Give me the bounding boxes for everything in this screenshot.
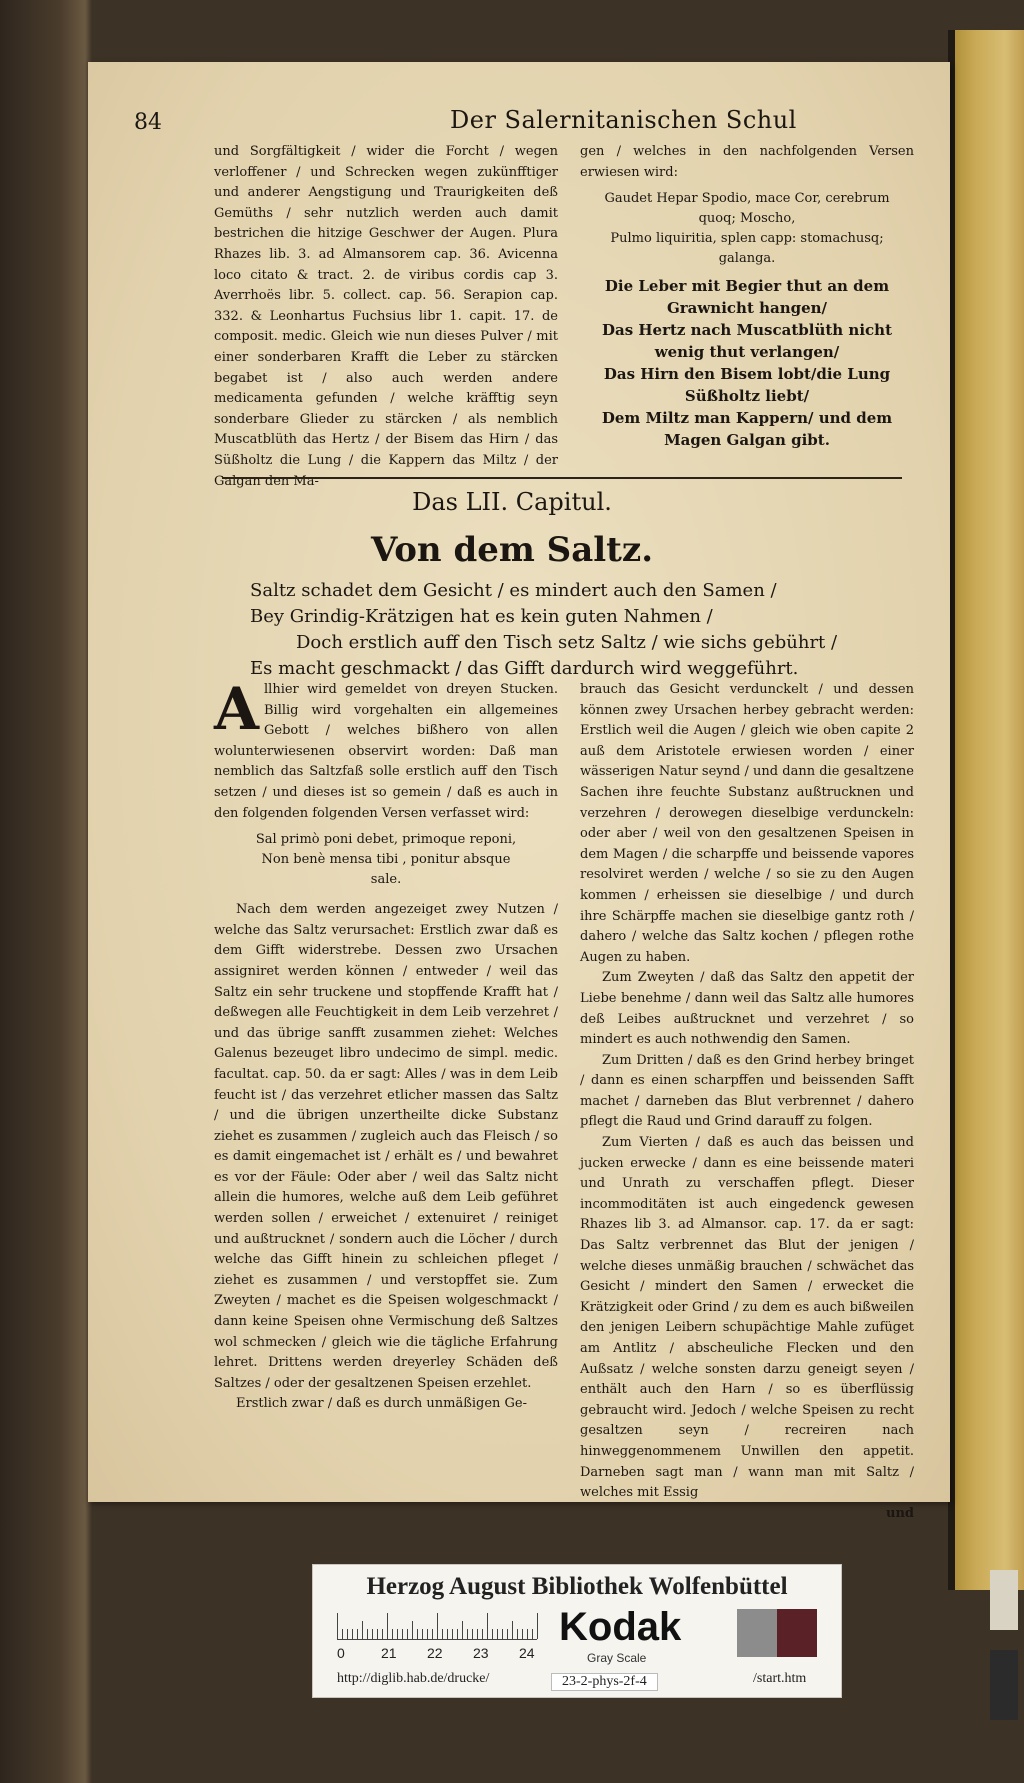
motto-line: Saltz schadet dem Gesicht / es mindert auch den Samen /: [250, 580, 777, 601]
ruler-tick: [337, 1613, 338, 1639]
german-verse-line: wenig thut verlangen/: [654, 343, 840, 362]
latin-verse-line: Non benè mensa tibi , ponitur absque: [261, 852, 511, 868]
paragraph: Zum Vierten / daß es auch das beissen und jucken erwecke / dann es eine beissende materi und Unrath zu verschaffen pflegt. Dieser incommoditäten ist auch eingedenck gewesen Rhazes lib 3. ad Almansor. cap. 17. da er sagt: Das Saltz verbrennet das Blut der jenigen / welche dieses unmäßig brauchen / schwächet das Gesicht / mindert den Samen / erwecket die Krätzigkeit oder Grind / zu dem es auch bißweilen den jenigen Leibern schupächtige Mahle zufüget am Antlitz / abscheuliche Flecken und den Außsatz / welche sonsten darzu geneigt seyen / enthält auch den Harn / so es überflüssig gebraucht wird. Jedoch / welche Speisen zu recht gesaltzen seyn / recreiren nach hinweggenommenem Unwillen den appetit. Darneben sagt man / wann man mit Saltz / welches mit Essig: [580, 1135, 914, 1501]
ruler-tick: [507, 1629, 508, 1639]
ruler-tick: [512, 1621, 513, 1639]
ruler-tick: [442, 1629, 443, 1639]
ruler-tick: [462, 1621, 463, 1639]
page-number: 84: [134, 110, 162, 135]
ruler-tick: [392, 1629, 393, 1639]
ruler-tick: [467, 1629, 468, 1639]
gray-scale-label: Gray Scale: [587, 1651, 647, 1665]
ruler-tick: [497, 1629, 498, 1639]
url-suffix: /start.htm: [753, 1671, 807, 1686]
ruler-tick: [397, 1629, 398, 1639]
german-verse-line: Das Hertz nach Muscatblüth nicht: [601, 321, 893, 340]
ruler-tick: [387, 1613, 388, 1639]
ruler-tick: [407, 1629, 408, 1639]
scale-number: 0: [337, 1645, 345, 1661]
scale-number: 22: [427, 1645, 443, 1661]
gray-patch: [737, 1609, 777, 1657]
motto-line: Doch erstlich auff den Tisch setz Saltz / wie sichs gebührt /: [296, 632, 838, 653]
section-rule: [222, 477, 902, 479]
latin-verse-line: sale.: [370, 872, 402, 888]
top-right-column: [580, 142, 914, 457]
ruler-tick: [502, 1629, 503, 1639]
url-prefix: http://diglib.hab.de/drucke/: [337, 1671, 490, 1686]
paragraph: Nach dem werden angezeiget zwey Nutzen / welche das Saltz verursachet: Erstlich zwar daß es dem Gifft widerstrebe. Dessen zwo Ursachen assigniret werden können / entweder / weil das Saltz ein sehr truckene und stopffende Krafft hat / deßwegen alle Feuchtigkeit in dem Leib verzehret / und das übrige sanfft zusammen ziehet: Welches Galenus bezeuget libro undecimo de simpl. medic. facultat. cap. 50. da er sagt: Alles / was in dem Leib feucht ist / das verzehret etlicher massen das Saltz / und die übrigen unzertheilte dicke Substanz ziehet es zusammen / zugleich auch das Fleisch / so es damit eingemachet ist / erhält es / und bewahret es vor der Fäule: Oder aber / weil das Saltz nicht allein die humores, welche auß dem Leib geführet werden sollen / erweichet / extenuiret / reiniget und außtrucknet / sondern auch die Löcher / durch welche das Gifft hinein zu schleichen pfleget / ziehet es zusammen / und verstopffet sie. Zum Zweyten / machet es die Speisen wolgeschmackt / dann keine Speisen ohne Vermischung deß Saltzes wol schmecken / gleich wie die tägliche Erfahrung lehret. Drittens werden dreyerley Schäden deß Saltzes / oder der gesaltzenen Speisen erzehlet.: [214, 902, 558, 1391]
ruler-tick: [492, 1629, 493, 1639]
ruler-tick: [527, 1629, 528, 1639]
ruler-tick: [487, 1613, 488, 1639]
scale-ruler: [337, 1611, 537, 1640]
latin-verse-line: Gaudet Hepar Spodio, mace Cor, cerebrum quoq; Moscho,: [604, 191, 890, 227]
scale-number: 24: [519, 1645, 535, 1661]
german-verse-line: Dem Miltz man Kappern/ und dem: [601, 409, 893, 428]
ruler-tick: [447, 1629, 448, 1639]
top-right-intro: gen / welches in den nachfolgenden Versen erwiesen wird:: [580, 144, 914, 180]
paragraph: Zum Dritten / daß es den Grind herbey bringet / dann es einen scharpffen und beissenden Safft machet / darneben das Blut verbrennet / dahero pflegt die Raud und Grind darauff zu folgen.: [580, 1052, 914, 1130]
side-label-dark: [990, 1650, 1018, 1720]
catchword: und: [886, 1505, 914, 1521]
german-verse-line: Das Hirn den Bisem lobt/die Lung: [603, 365, 891, 384]
ruler-tick: [532, 1629, 533, 1639]
german-verse-line: Magen Galgan gibt.: [664, 431, 830, 450]
top-left-column: [214, 142, 558, 492]
facing-page-edge: [955, 30, 1024, 1590]
shelfmark: 23-2-phys-2f-4: [551, 1673, 658, 1691]
side-label: [990, 1570, 1018, 1630]
latin-verse-line: Pulmo liquiritia, splen capp: stomachusq; galanga.: [610, 231, 884, 267]
ruler-tick: [382, 1629, 383, 1639]
paragraph: llhier wird gemeldet von dreyen Stucken. Billig wird vorgehalten ein allgemeines Gebott / welches bißhero von allen wolunterwiesenen observirt worden: Daß man nemblich das Saltzfaß solle erstlich auff den Tisch setzen / und dieses ist so gemein / daß es auch in den folgenden folgenden Versen verfasset wird:: [214, 682, 558, 821]
ruler-tick: [457, 1629, 458, 1639]
ruler-tick: [522, 1629, 523, 1639]
lower-right-column: [580, 680, 914, 1524]
ruler-tick: [342, 1629, 343, 1639]
latin-verse-1: [590, 189, 904, 269]
library-name: Herzog August Bibliothek Wolfenbüttel: [366, 1573, 788, 1600]
ruler-tick: [517, 1629, 518, 1639]
ruler-tick: [412, 1621, 413, 1639]
german-verse-line: Die Leber mit Begier thut an dem: [604, 277, 890, 296]
german-verse-line: Süßholtz liebt/: [684, 387, 810, 406]
latin-verse-line: Sal primò poni debet, primoque reponi,: [255, 832, 517, 848]
scale-number: 21: [381, 1645, 397, 1661]
scale-number: 23: [473, 1645, 489, 1661]
ruler-tick: [422, 1629, 423, 1639]
paragraph: Zum Zweyten / daß das Saltz den appetit der Liebe benehme / dann weil das Saltz alle humores deß Leibes außtrucknet und verzehret / so mindert es auch nothwendig den Samen.: [580, 970, 914, 1048]
ruler-tick: [477, 1629, 478, 1639]
ruler-tick: [347, 1629, 348, 1639]
german-verse-line: Grawnicht hangen/: [666, 299, 828, 318]
drop-initial: A: [214, 675, 260, 743]
top-left-text: und Sorgfältigkeit / wider die Forcht / wegen verloffener / und Schrecken wegen zukünfftiger und anderer Aengstigung und Traurigkeiten deß Gemüths / sehr nutzlich werden auch damit bestrichen die hitzige Geschwer der Augen. Plura Rhazes lib. 3. ad Almansorem cap. 36. Avicenna loco citato & tract. 2. de viribus cordis cap 3. Averrhoës libr. 5. collect. cap. 56. Serapion cap. 332. & Leonhartus Fuchsius libr 1. capit. 17. de composit. medic. Gleich wie nun dieses Pulver / mit einer sonderbaren Krafft die Leber zu stärcken begabet ist / also auch werden andere medicamenta gefunden / welche kräfftig seyn sonderbare Glieder zu stärcken / als nemblich Muscatblüth das Hertz / der Bisem das Hirn / das Süßholtz die Lung / die Kappern das Miltz / der Galgan den Ma-: [214, 144, 558, 489]
ruler-tick: [437, 1613, 438, 1639]
german-verse: [580, 275, 914, 451]
ruler-tick: [357, 1629, 358, 1639]
ruler-tick: [362, 1621, 363, 1639]
dark-patch: [777, 1609, 817, 1657]
color-target-card: [312, 1564, 842, 1698]
kodak-logo: Kodak: [559, 1605, 682, 1649]
ruler-tick: [352, 1629, 353, 1639]
paragraph: brauch das Gesicht verdunckelt / und dessen können zwey Ursachen herbey gebracht werden: Erstlich weil die Augen / gleich wie oben capite 2 auß dem Aristotele erwiesen worden / einer wässerigen Natur seynd / und dann die gesaltzene Sachen ihre feuchte Substanz außtrucknen und verzehren / derowegen dieselbige verdunckeln: oder aber / weil von den gesaltzenen Speisen in dem Magen / die scharpffe und beissende vapores resolviret werden / welche / so sie zu den Augen kommen / erheissen sie dieselbige / und durch ihre Schärpffe machen sie dieselbige gantz roth / dahero / welche das Saltz kochen / pflegen rothe Augen zu haben.: [580, 682, 914, 965]
motto-line: Bey Grindig-Krätzigen hat es kein guten Nahmen /: [250, 606, 713, 627]
lower-left-column: [214, 675, 558, 1415]
ruler-tick: [537, 1613, 538, 1639]
latin-verse-2: [224, 830, 548, 890]
ruler-tick: [377, 1629, 378, 1639]
chapter-number: Das LII. Capitul.: [412, 488, 612, 516]
ruler-tick: [452, 1629, 453, 1639]
ruler-tick: [417, 1629, 418, 1639]
motto-line: Es macht geschmackt / das Gifft dardurch wird weggeführt.: [250, 658, 799, 679]
ruler-tick: [372, 1629, 373, 1639]
running-head: Der Salernitanischen Schul: [450, 106, 797, 134]
ruler-tick: [472, 1629, 473, 1639]
paragraph: Erstlich zwar / daß es durch unmäßigen Ge-: [236, 1396, 528, 1412]
ruler-tick: [367, 1629, 368, 1639]
chapter-title: Von dem Saltz.: [370, 530, 654, 570]
ruler-tick: [402, 1629, 403, 1639]
ruler-tick: [427, 1629, 428, 1639]
chapter-motto: [250, 578, 840, 682]
ruler-tick: [482, 1629, 483, 1639]
ruler-tick: [432, 1629, 433, 1639]
